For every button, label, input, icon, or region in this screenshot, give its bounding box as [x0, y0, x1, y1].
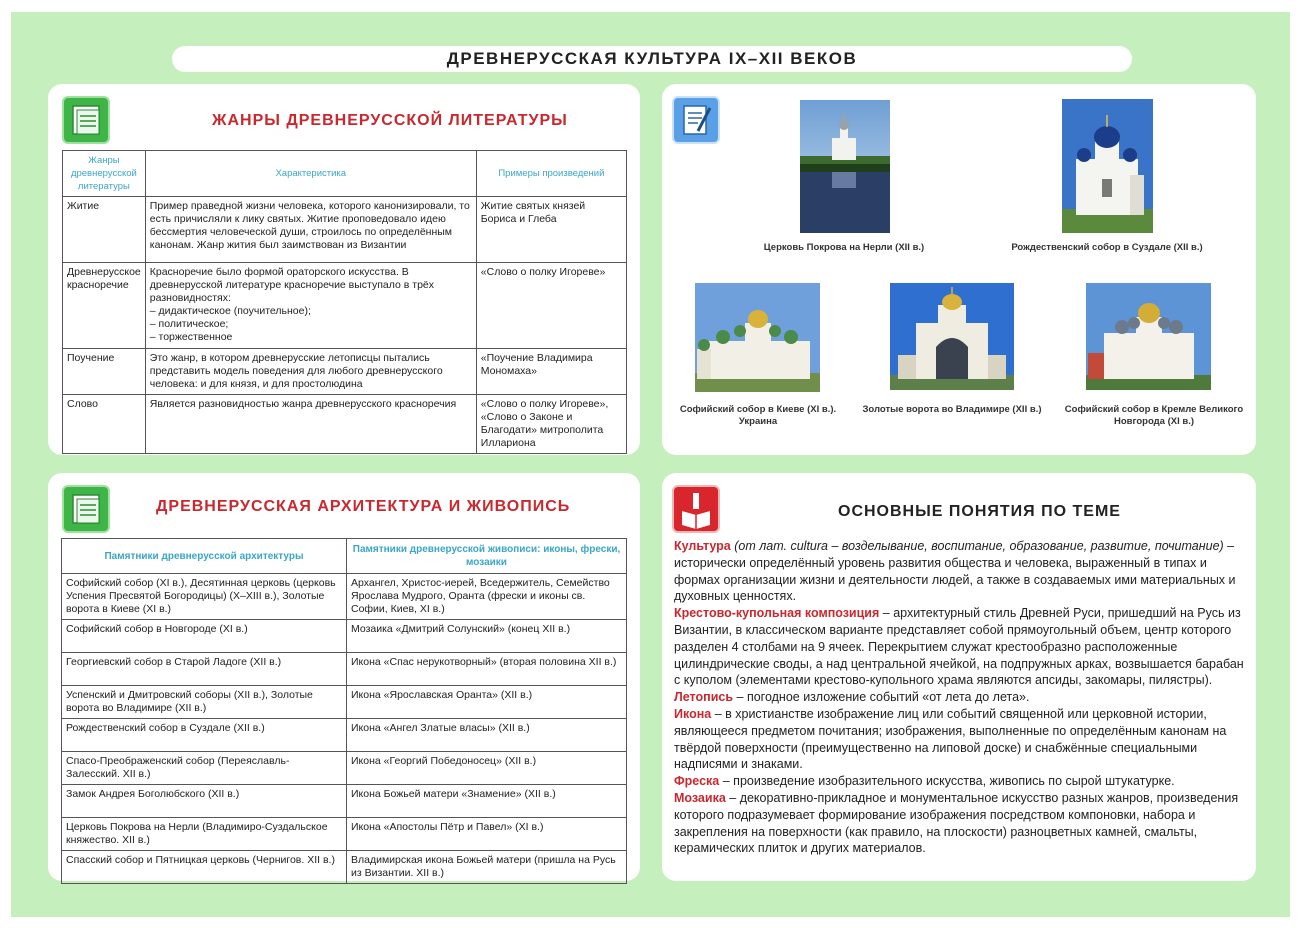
painting-cell: Икона «Ангел Златые власы» (XII в.) [347, 719, 627, 752]
header-architecture: Памятники древнерусской архитектуры [62, 539, 347, 574]
description-text: Пример праведной жизни человека, которого канонизировали, то есть причисляли к лику святых. Житие проповедовало идею бессмертия человеческой души, строилось по определённым канонам. Жанр жития был заимствован из Византии [149, 200, 470, 251]
photo-pokrova-na-nerli [800, 100, 890, 233]
book-icon [672, 485, 720, 533]
concept-term: Фреска [674, 774, 720, 789]
list-item: – торжественное [149, 331, 233, 343]
caption-sofia-kiev: Софийский собор в Киеве (XI в.). Украина [679, 404, 837, 427]
concept-text: – произведение изобразительного искусства, живопись по сырой штукатурке. [722, 774, 1175, 789]
concepts-panel [662, 473, 1256, 881]
table-row [62, 719, 627, 752]
concept-term: Икона [674, 706, 712, 721]
concepts-list [674, 538, 1246, 857]
concept-item [674, 538, 1246, 605]
document-icon [62, 96, 110, 144]
architecture-cell: Георгиевский собор в Старой Ладоге (XII в.) [62, 653, 347, 686]
concept-text: – архитектурный стиль Древней Руси, пришедший на Русь из Византии, в классическом варианте представляет собой прямоугольный объем, центр которого разделен 4 столбами на 9 ячеек. Перекрытием служат крестообразно расположенные цилиндрические своды, а над центральной ячейкой, на подпружных арках, возвышается барабан с куполом (элементами крестово-купольного храма являются апсиды, закомары, пилястры). [674, 606, 1244, 688]
table-row [63, 197, 627, 263]
concept-text: – исторически определённый уровень развития общества и человека, выраженный в типах и формах организации жизни и деятельности людей, а также в создаваемых ими материальных и духовных ценностях. [674, 539, 1236, 604]
table-header-row [62, 539, 627, 574]
description-cell [145, 395, 476, 454]
painting-cell: Икона Божьей матери «Знамение» (XII в.) [347, 785, 627, 818]
architecture-cell: Церковь Покрова на Нерли (Владимиро-Суздальское княжество. XII в.) [62, 818, 347, 851]
list-item: – политическое; [149, 318, 229, 330]
description-text: Это жанр, в котором древнерусские летописцы пытались представить модель поведения для любого древнерусского человека: и для князя, и для простолюдина [149, 352, 443, 390]
concept-term: Мозаика [674, 790, 726, 805]
concept-term: Летопись [674, 690, 734, 705]
poster-title: ДРЕВНЕРУССКАЯ КУЛЬТУРА IX–XII ВЕКОВ [172, 46, 1132, 72]
architecture-cell: Замок Андрея Боголюбского (XII в.) [62, 785, 347, 818]
examples-cell: «Поучение Владимира Мономаха» [476, 349, 626, 395]
table-row [62, 851, 627, 884]
painting-cell: Икона «Георгий Победоносец» (XII в.) [347, 752, 627, 785]
examples-cell: Житие святых князей Бориса и Глеба [476, 197, 626, 263]
header-characteristics: Характеристика [145, 151, 476, 197]
table-row [62, 818, 627, 851]
genre-cell: Житие [63, 197, 146, 263]
architecture-cell: Софийский собор (XI в.), Десятинная церковь (церковь Успения Пресвятой Богородицы) (X–XIII в.), Золотые ворота в Киеве (XI в.) [62, 574, 347, 620]
architecture-panel [48, 473, 640, 881]
architecture-table [61, 538, 627, 884]
description-text: Красноречие было формой ораторского искусства. В древнерусской литературе красноречие выступало в трёх разновидностях: [149, 266, 434, 304]
table-row [62, 752, 627, 785]
header-examples: Примеры произведений [476, 151, 626, 197]
header-genre: Жанры древнерусской литературы [63, 151, 146, 197]
caption-sofia-novgorod: Софийский собор в Кремле Великого Новгорода (XI в.) [1064, 404, 1244, 427]
examples-cell: «Слово о полку Игореве», «Слово о Законе и Благодати» митрополита Иллариона [476, 395, 626, 454]
architecture-cell: Рождественский собор в Суздале (XII в.) [62, 719, 347, 752]
table-row [63, 349, 627, 395]
concept-item [674, 790, 1246, 857]
description-cell [145, 197, 476, 263]
architecture-cell: Успенский и Дмитровский соборы (XII в.), Золотые ворота во Владимире (XII в.) [62, 686, 347, 719]
painting-cell: Икона «Ярославская Оранта» (XII в.) [347, 686, 627, 719]
architecture-title: ДРЕВНЕРУССКАЯ АРХИТЕКТУРА И ЖИВОПИСЬ [156, 498, 571, 515]
concept-term: Крестово-купольная композиция [674, 606, 880, 621]
caption-golden-gate: Золотые ворота во Владимире (XII в.) [862, 404, 1042, 415]
concept-item [674, 605, 1246, 689]
caption-pokrova: Церковь Покрова на Нерли (XII в.) [763, 242, 925, 253]
concept-item [674, 773, 1246, 790]
painting-cell: Икона «Спас нерукотворный» (вторая половина XII в.) [347, 653, 627, 686]
literature-table [62, 150, 627, 454]
table-row [62, 620, 627, 653]
table-row [62, 574, 627, 620]
photo-sofia-kiev [695, 283, 820, 392]
literature-title: ЖАНРЫ ДРЕВНЕРУССКОЙ ЛИТЕРАТУРЫ [212, 112, 568, 129]
concept-item [674, 706, 1246, 773]
architecture-cell: Спасо-Преображенский собор (Переяславль-Залесский. XII в.) [62, 752, 347, 785]
concepts-title: ОСНОВНЫЕ ПОНЯТИЯ ПО ТЕМЕ [838, 503, 1121, 520]
document-icon [62, 485, 110, 533]
architecture-cell: Спасский собор и Пятницкая церковь (Чернигов. XII в.) [62, 851, 347, 884]
concept-text: – в христианстве изображение лиц или событий священной или церковной истории, являющееся предметом почитания; изображения, выполненные по определённым канонам на твёрдой поверхности (преимущественно на липовой доске) и снабжённые специальными надписями и знаками. [674, 706, 1227, 772]
painting-cell: Икона «Апостолы Пётр и Павел» (XI в.) [347, 818, 627, 851]
concept-text: – погодное изложение событий «от лета до лета». [736, 690, 1030, 705]
concept-origin: (от лат. cultura – возделывание, воспитание, образование, развитие, почитание) [734, 539, 1224, 553]
concept-term: Культура [674, 539, 731, 553]
literature-panel [48, 84, 640, 455]
list-item: – дидактическое (поучительное); [149, 305, 311, 317]
table-row [62, 686, 627, 719]
painting-cell: Владимирская икона Божьей матери (пришла на Русь из Византии. XII в.) [347, 851, 627, 884]
header-painting: Памятники древнерусской живописи: иконы, фрески, мозаики [347, 539, 627, 574]
painting-cell: Архангел, Христос-иерей, Вседержитель, Семейство Ярослава Мудрого, Оранта (фрески и иконы св. Софии, Киев, XI в.) [347, 574, 627, 620]
genre-cell: Древнерусское красноречие [63, 263, 146, 349]
table-header-row [63, 151, 627, 197]
table-row [62, 653, 627, 686]
caption-suzdal: Рождественский собор в Суздале (XII в.) [1011, 242, 1203, 253]
table-row [62, 785, 627, 818]
genre-cell: Поучение [63, 349, 146, 395]
description-cell [145, 349, 476, 395]
architecture-cell: Софийский собор в Новгороде (XI в.) [62, 620, 347, 653]
examples-cell: «Слово о полку Игореве» [476, 263, 626, 349]
painting-cell: Мозаика «Дмитрий Солунский» (конец XII в.) [347, 620, 627, 653]
description-text: Является разновидностью жанра древнерусского красноречия [149, 398, 457, 410]
notes-icon [672, 96, 720, 144]
photo-sofia-novgorod [1086, 283, 1211, 390]
monuments-photo-panel [662, 84, 1256, 455]
table-row [63, 395, 627, 454]
concept-text: – декоративно-прикладное и монументальное искусство разных жанров, произведения которого подразумевает формирование изображения посредством компоновки, набора и закрепления на поверхности (как правило, на плоскости) разноцветных камней, смальты, керамических плиток и других материалов. [674, 790, 1239, 856]
photo-golden-gate [890, 283, 1014, 390]
genre-cell: Слово [63, 395, 146, 454]
description-cell [145, 263, 476, 349]
concept-item [674, 689, 1246, 706]
photo-rozhdestvensky-suzdal [1062, 99, 1153, 233]
table-row [63, 263, 627, 349]
